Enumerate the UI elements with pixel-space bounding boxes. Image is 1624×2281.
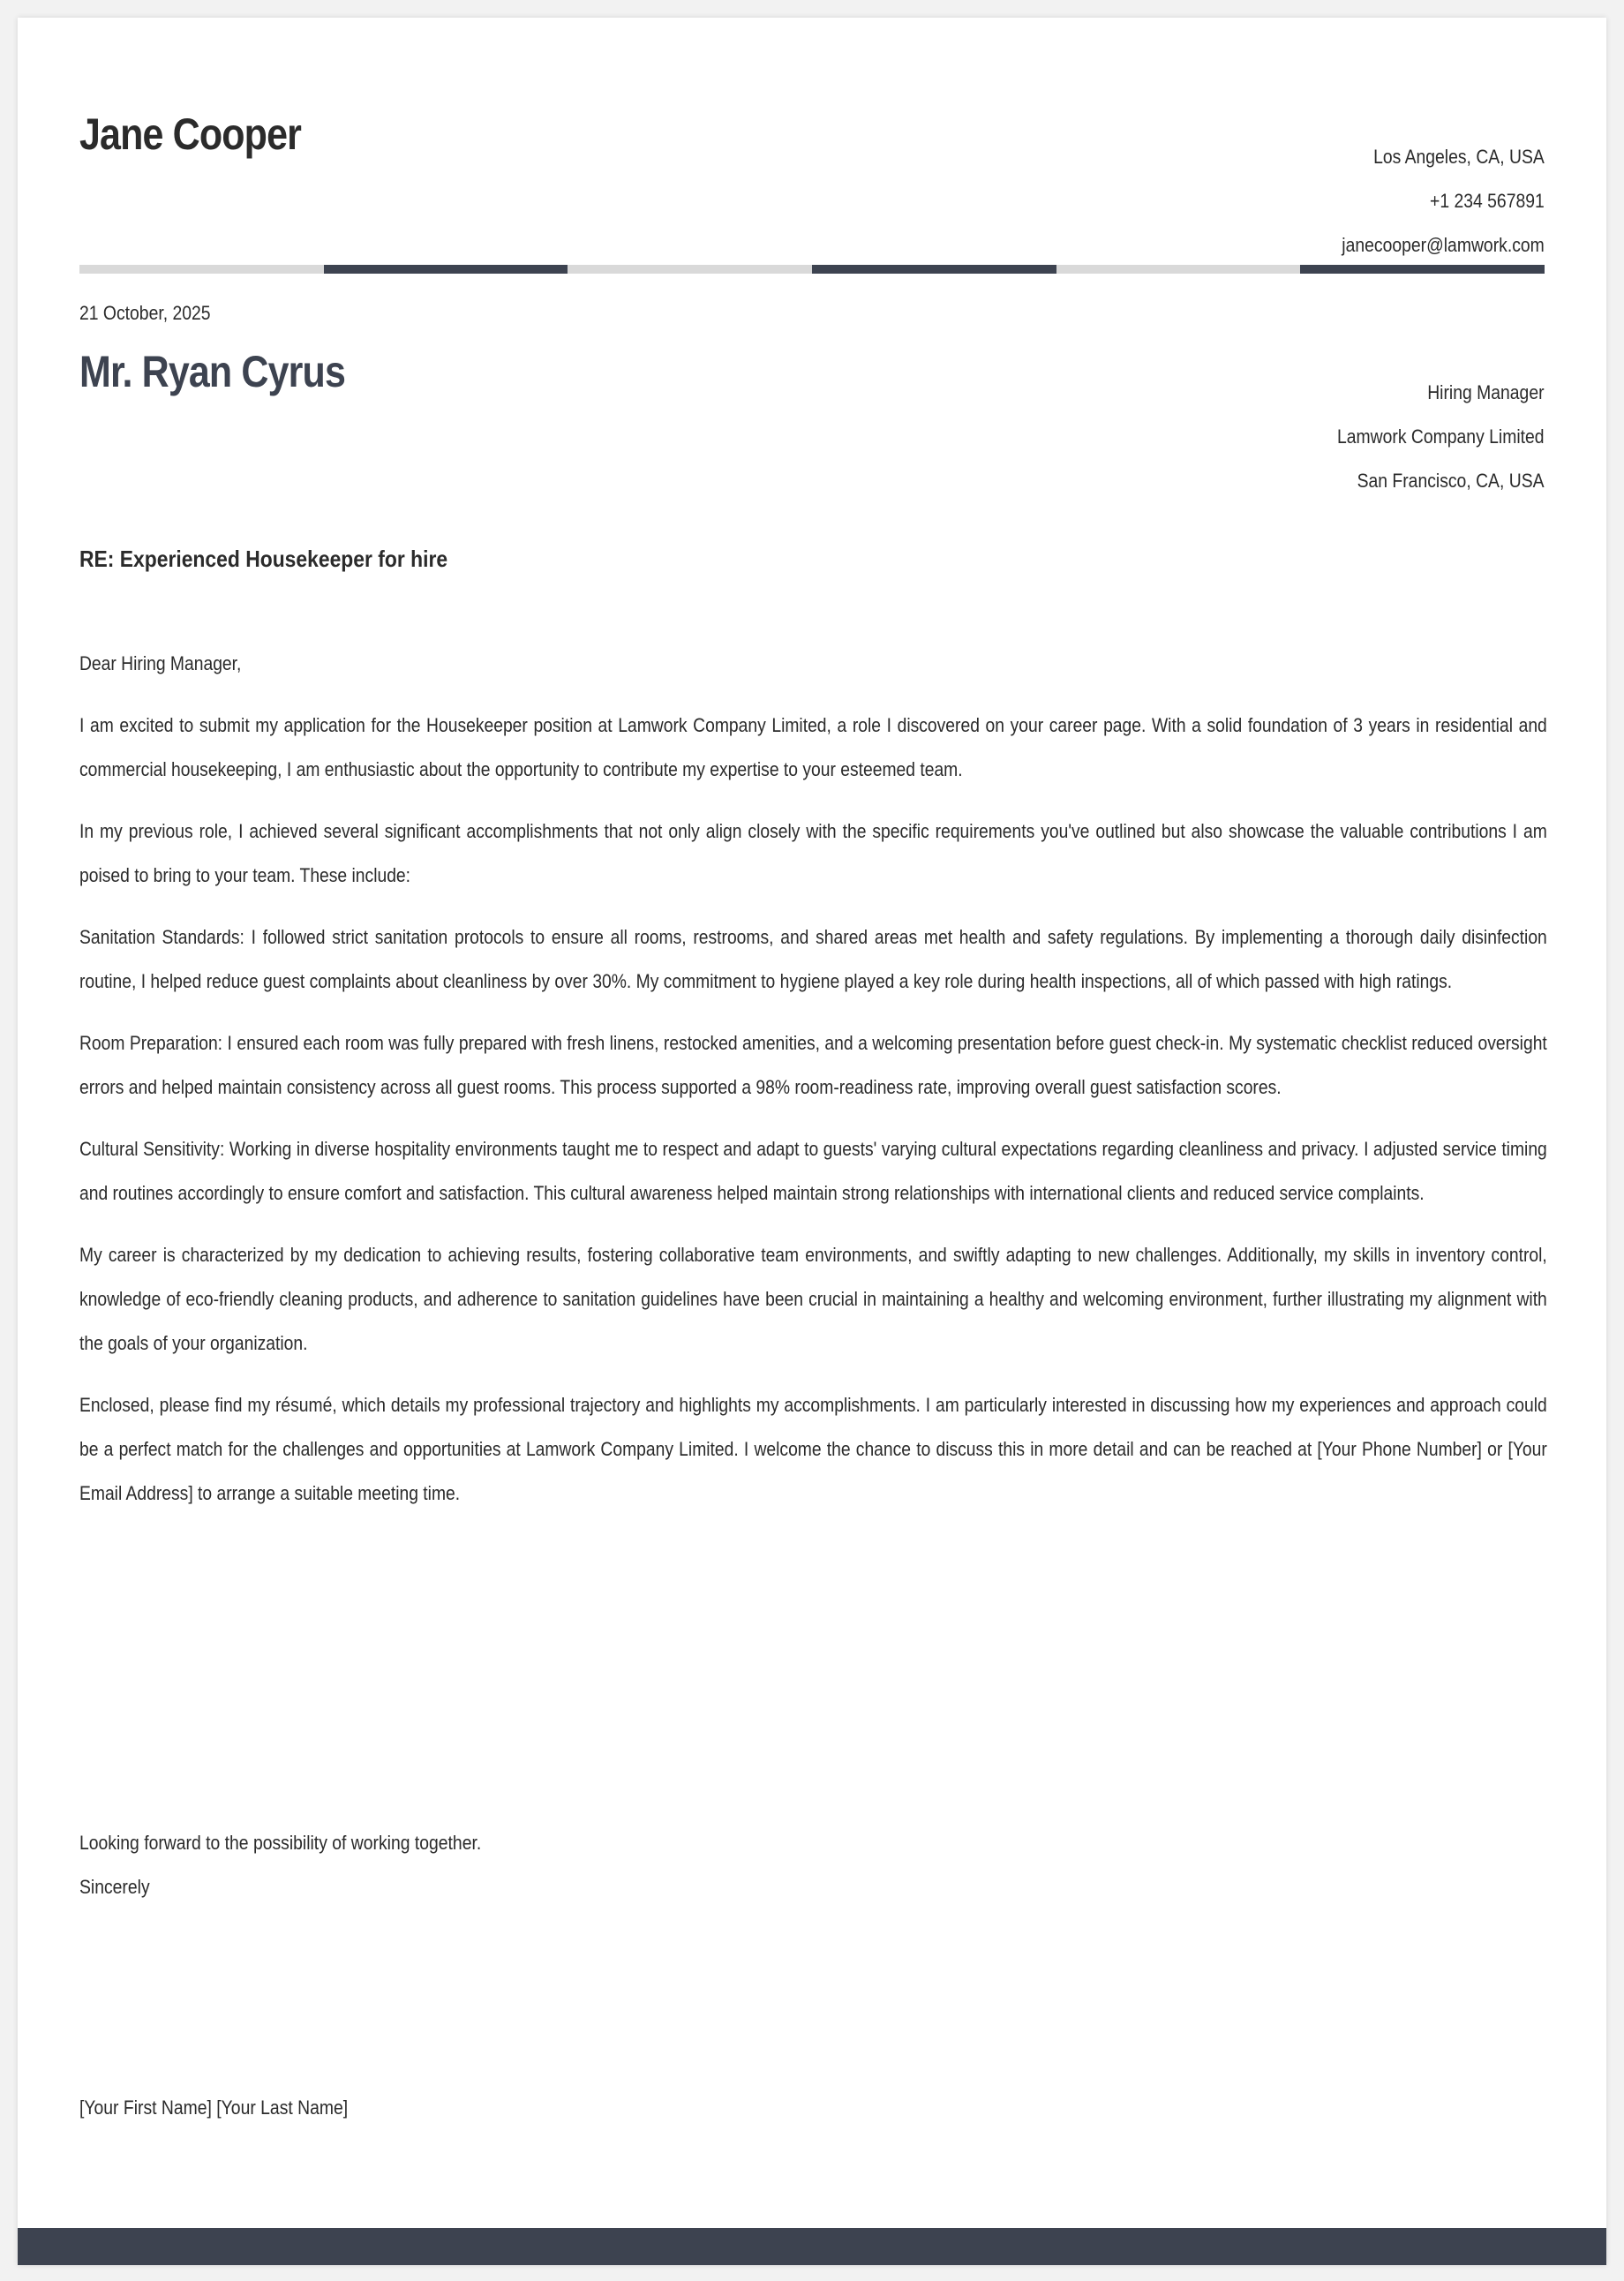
divider-segment [1056, 265, 1301, 274]
divider-segment [1300, 265, 1545, 274]
sender-name: Jane Cooper [79, 109, 301, 159]
recipient-name: Mr. Ryan Cyrus [79, 347, 346, 396]
body-paragraph: Sanitation Standards: I followed strict sanitation protocols to ensure all rooms, restrooms, and shared areas met health and safety regulations. By implementing a thorough daily disinfection routine, I helped reduce guest complaints about cleanliness by over 30%. My commitment to hygiene played a key role during health inspections, all of which passed with high ratings. [79, 926, 1547, 992]
header-divider [79, 265, 1545, 274]
body-paragraph: Room Preparation: I ensured each room was fully prepared with fresh linens, restocked amenities, and a welcoming presentation before guest check-in. My systematic checklist reduced oversight errors and helped maintain consistency across all guest rooms. This process supported a 98% room-readiness rate, improving overall guest satisfaction scores. [79, 1032, 1547, 1098]
recipient-location: San Francisco, CA, USA [1357, 470, 1545, 492]
letter-subject: RE: Experienced Housekeeper for hire [79, 546, 448, 572]
divider-segment [812, 265, 1056, 274]
body-paragraph: My career is characterized by my dedication to achieving results, fostering collaborative team environments, and swiftly adapting to new challenges. Additionally, my skills in inventory control, knowledge of eco-friendly cleaning products, and adherence to sanitation guidelines have been crucial in maintaining a healthy and welcoming environment, further illustrating my alignment with the goals of your organization. [79, 1244, 1547, 1354]
recipient-title: Hiring Manager [1427, 381, 1545, 403]
sender-phone: +1 234 567891 [1430, 190, 1545, 212]
letter-date: 21 October, 2025 [79, 302, 211, 324]
divider-segment [79, 265, 324, 274]
divider-segment [568, 265, 812, 274]
letter-body [79, 642, 1547, 1533]
divider-segment [324, 265, 568, 274]
footer-bar [18, 2228, 1606, 2265]
recipient-company: Lamwork Company Limited [1337, 425, 1545, 448]
letter-page [18, 18, 1606, 2265]
closing-signoff: Sincerely [79, 1876, 150, 1898]
body-paragraph: In my previous role, I achieved several significant accomplishments that not only align closely with the specific requirements you've outlined but also showcase the valuable contributions I am poised to bring to your team. These include: [79, 820, 1547, 886]
body-paragraph: Enclosed, please find my résumé, which details my professional trajectory and highlights my accomplishments. I am particularly interested in discussing how my experiences and approach could be a perfect match for the challenges and opportunities at Lamwork Company Limited. I welcome the chance to discuss this in more detail and can be reached at [Your Phone Number] or [Your Email Address] to arrange a suitable meeting time. [79, 1394, 1547, 1504]
body-paragraph: I am excited to submit my application for the Housekeeper position at Lamwork Company Limited, a role I discovered on your career page. With a solid foundation of 3 years in residential and commercial housekeeping, I am enthusiastic about the opportunity to contribute my expertise to your esteemed team. [79, 714, 1547, 780]
body-paragraph: Cultural Sensitivity: Working in diverse hospitality environments taught me to respect and adapt to guests' varying cultural expectations regarding cleanliness and privacy. I adjusted service timing and routines accordingly to ensure comfort and satisfaction. This cultural awareness helped maintain strong relationships with international clients and reduced service complaints. [79, 1138, 1547, 1204]
sender-location: Los Angeles, CA, USA [1373, 146, 1545, 168]
recipient-info [1309, 371, 1545, 503]
greeting: Dear Hiring Manager, [79, 652, 242, 674]
sender-contact [1314, 135, 1545, 267]
signature: [Your First Name] [Your Last Name] [79, 2097, 349, 2119]
closing-block [79, 1821, 481, 1909]
sender-email: janecooper@lamwork.com [1342, 234, 1545, 256]
closing-line: Looking forward to the possibility of working together. [79, 1832, 482, 1854]
